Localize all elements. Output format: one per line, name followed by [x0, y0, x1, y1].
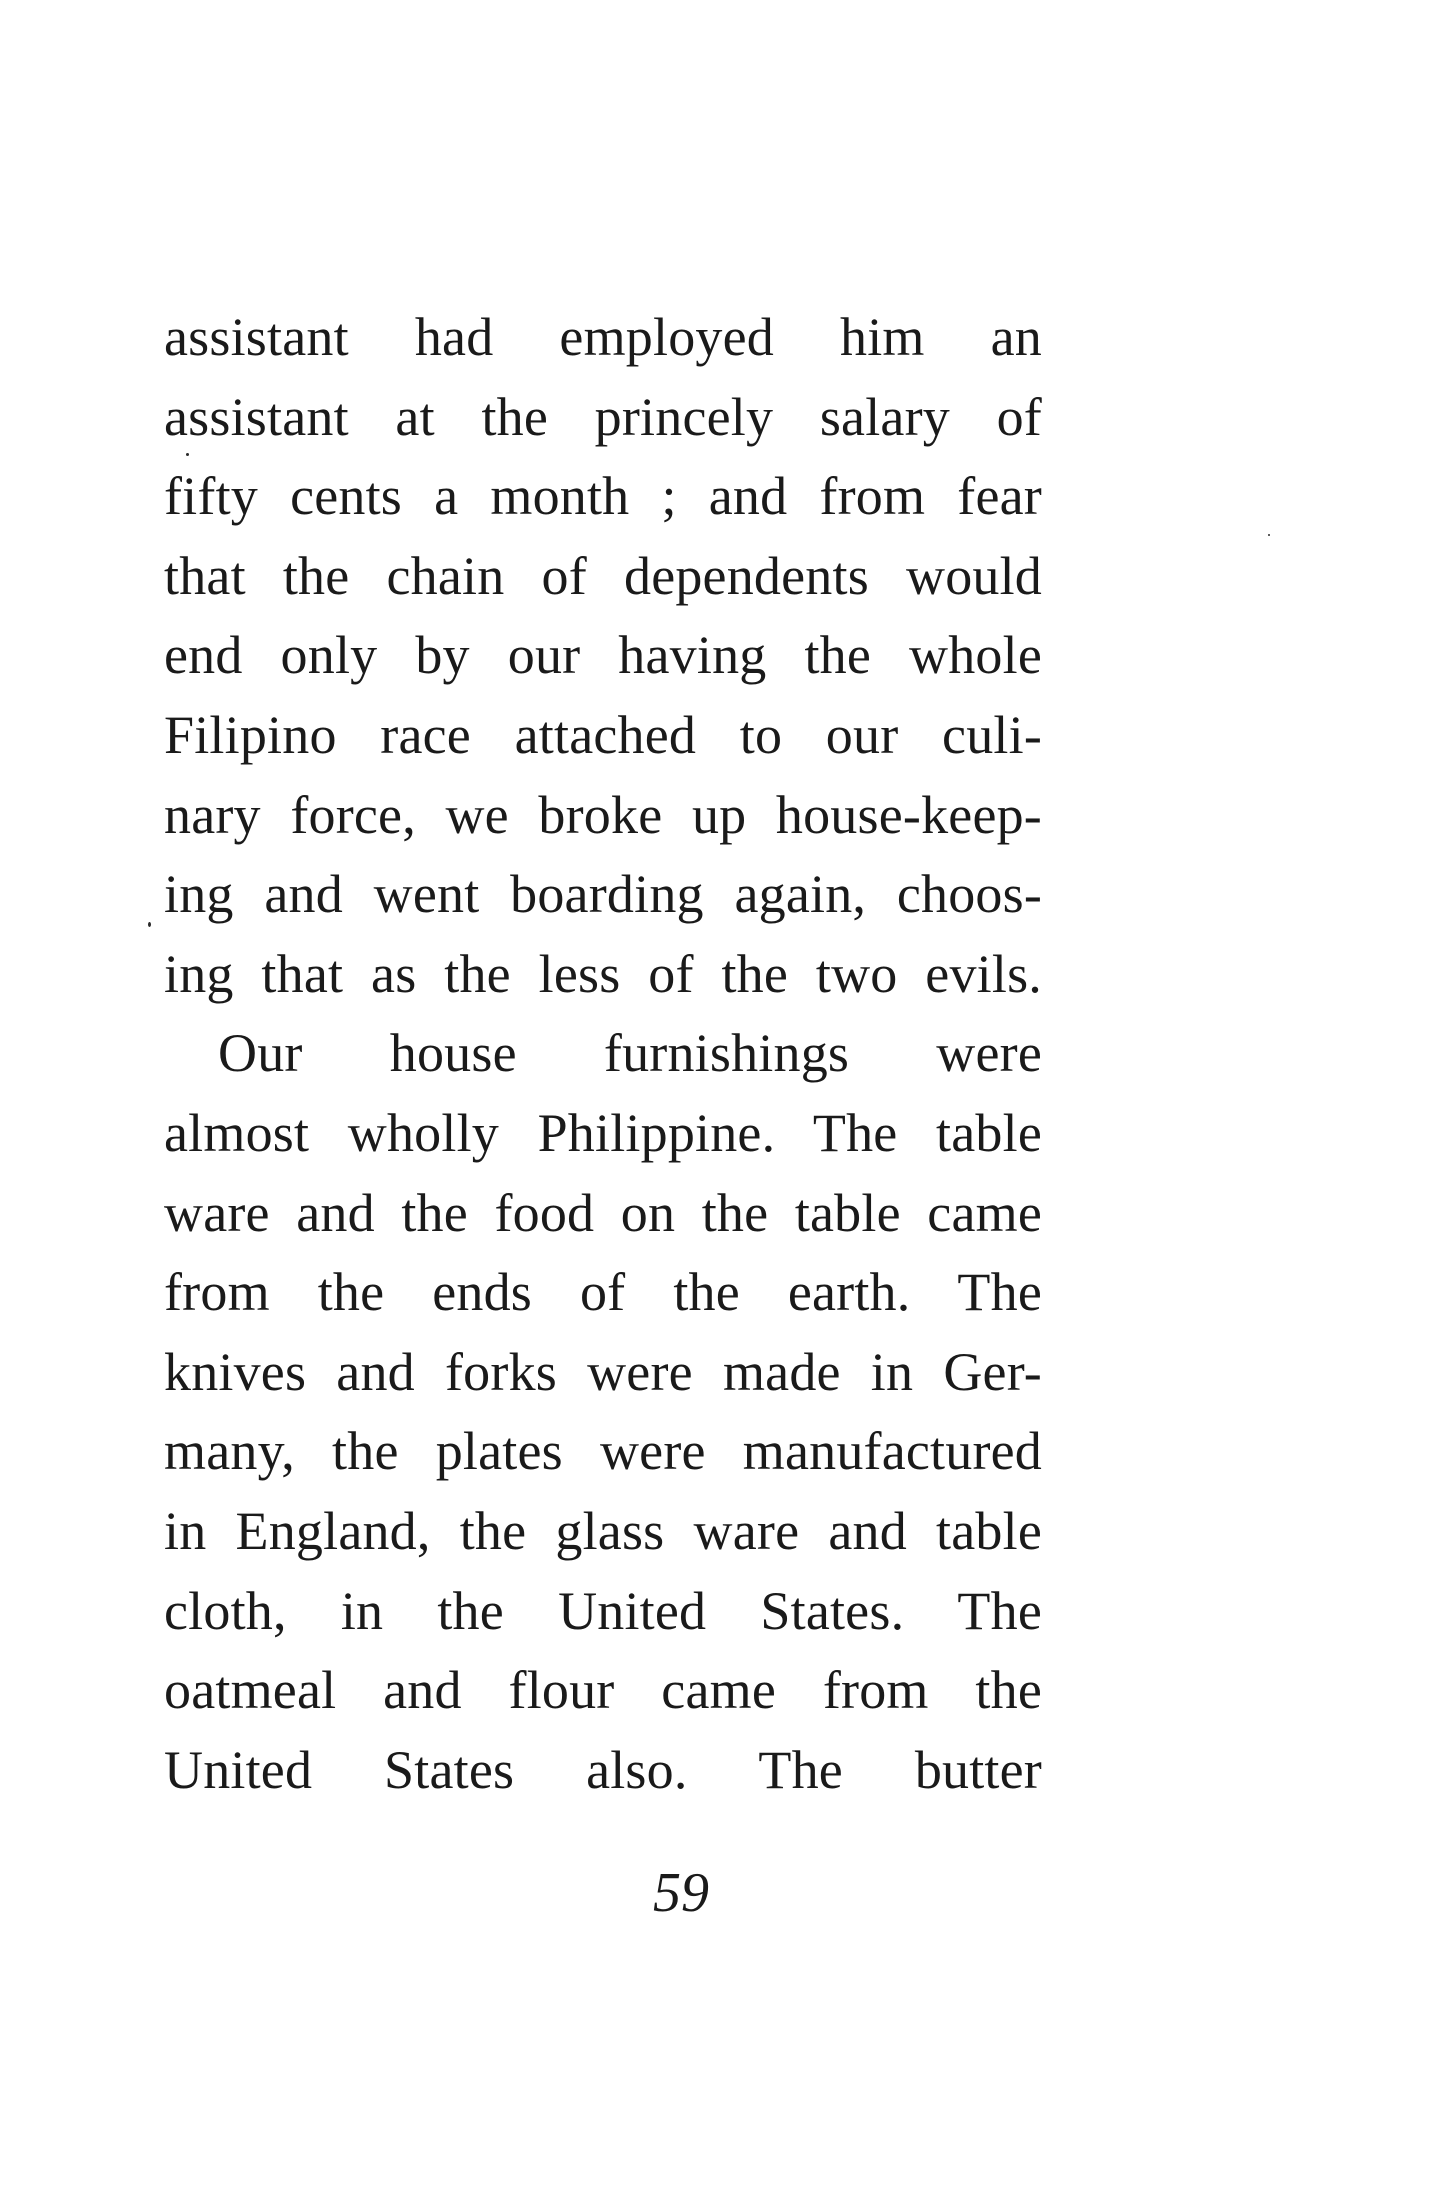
text-line: almost wholly Philippine. The table	[164, 1102, 1042, 1163]
paragraph-first-line: Our house furnishings were	[218, 1023, 1042, 1084]
text-line: assistant had employed him an	[164, 307, 1042, 367]
text-line: cloth, in the United States. The	[164, 1580, 1042, 1641]
text-line: that the chain of dependents would	[164, 545, 1042, 606]
text-line: assistant at the princely salary of	[164, 386, 1042, 447]
text-line: oatmeal and flour came from the	[164, 1660, 1042, 1721]
page-number: 59	[653, 1862, 709, 1924]
print-speck	[186, 453, 189, 456]
text-line: many, the plates were manufactured	[164, 1421, 1042, 1482]
print-speck	[1268, 534, 1270, 536]
text-line: end only by our having the whole	[164, 625, 1042, 686]
text-line: ing that as the less of the two evils.	[164, 943, 1042, 1004]
print-speck	[148, 922, 151, 927]
text-line: from the ends of the earth. The	[164, 1262, 1042, 1323]
text-line: fifty cents a month ; and from fear	[164, 466, 1042, 527]
text-line: United States also. The butter	[164, 1739, 1042, 1800]
body-text	[164, 298, 1042, 1810]
text-line: nary force, we broke up house-keep-	[164, 784, 1042, 845]
text-line: ing and went boarding again, choos-	[164, 864, 1042, 925]
text-line: Filipino race attached to our culi-	[164, 704, 1042, 765]
text-line: in England, the glass ware and table	[164, 1500, 1042, 1561]
text-line: ware and the food on the table came	[164, 1182, 1042, 1243]
text-line: knives and forks were made in Ger-	[164, 1341, 1042, 1402]
